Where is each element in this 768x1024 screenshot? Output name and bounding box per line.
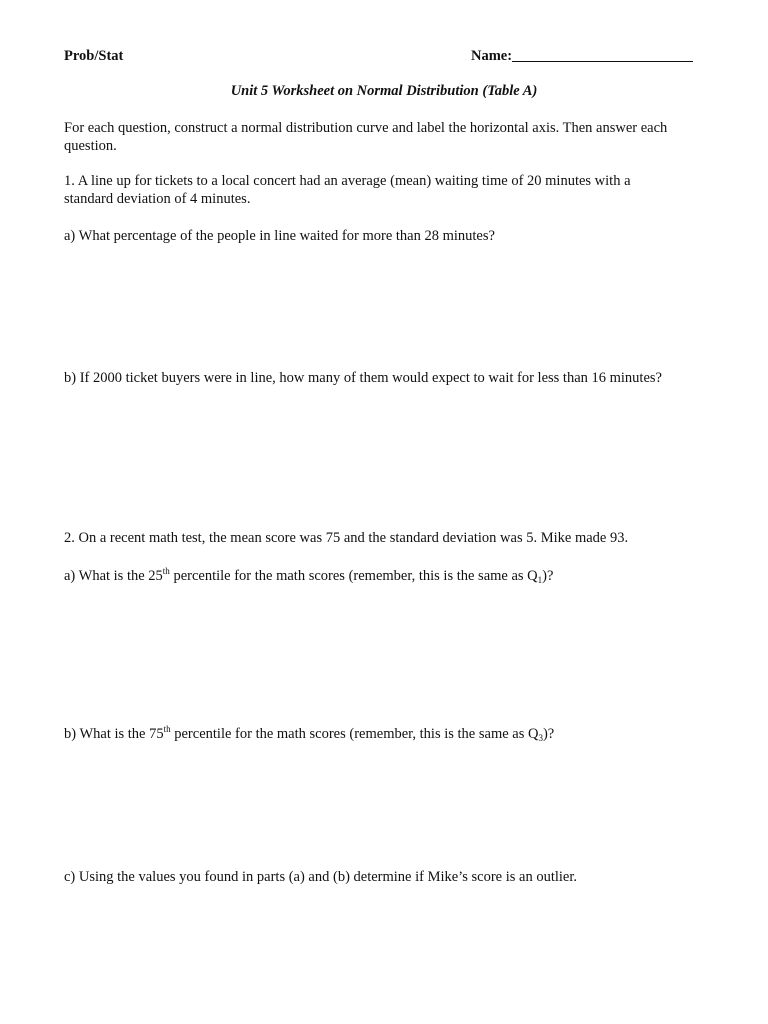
- question-2c: c) Using the values you found in parts (a) and (b) determine if Mike’s score is an outlier.: [64, 869, 578, 885]
- question-1a: a) What percentage of the people in line waited for more than 28 minutes?: [64, 228, 495, 244]
- course-label: Prob/Stat: [64, 48, 124, 64]
- question-2a: a) What is the 25th percentile for the math scores (remember, this is the same as $Q_1$)?: [64, 566, 554, 585]
- question-2-stem: 2. On a recent math test, the mean score was 75 and the standard deviation was 5. Mike made 93.: [64, 530, 629, 546]
- name-label: Name:: [471, 48, 513, 64]
- instructions: For each question, construct a normal distribution curve and label the horizontal axis. Then answer each question.: [64, 120, 668, 154]
- question-2b: b) What is the 75th percentile for the math scores (remember, this is the same as $Q_3$)?: [64, 724, 555, 743]
- name-blank-line[interactable]: [512, 47, 693, 62]
- question-1-stem: 1. A line up for tickets to a local concert had an average (mean) waiting time of 20 minutes with a standard deviation of 4 minutes.: [64, 173, 631, 207]
- question-1b: b) If 2000 ticket buyers were in line, how many of them would expect to wait for less than 16 minutes?: [64, 370, 662, 386]
- name-field: [471, 47, 693, 65]
- worksheet-title: Unit 5 Worksheet on Normal Distribution (Table A): [230, 83, 538, 99]
